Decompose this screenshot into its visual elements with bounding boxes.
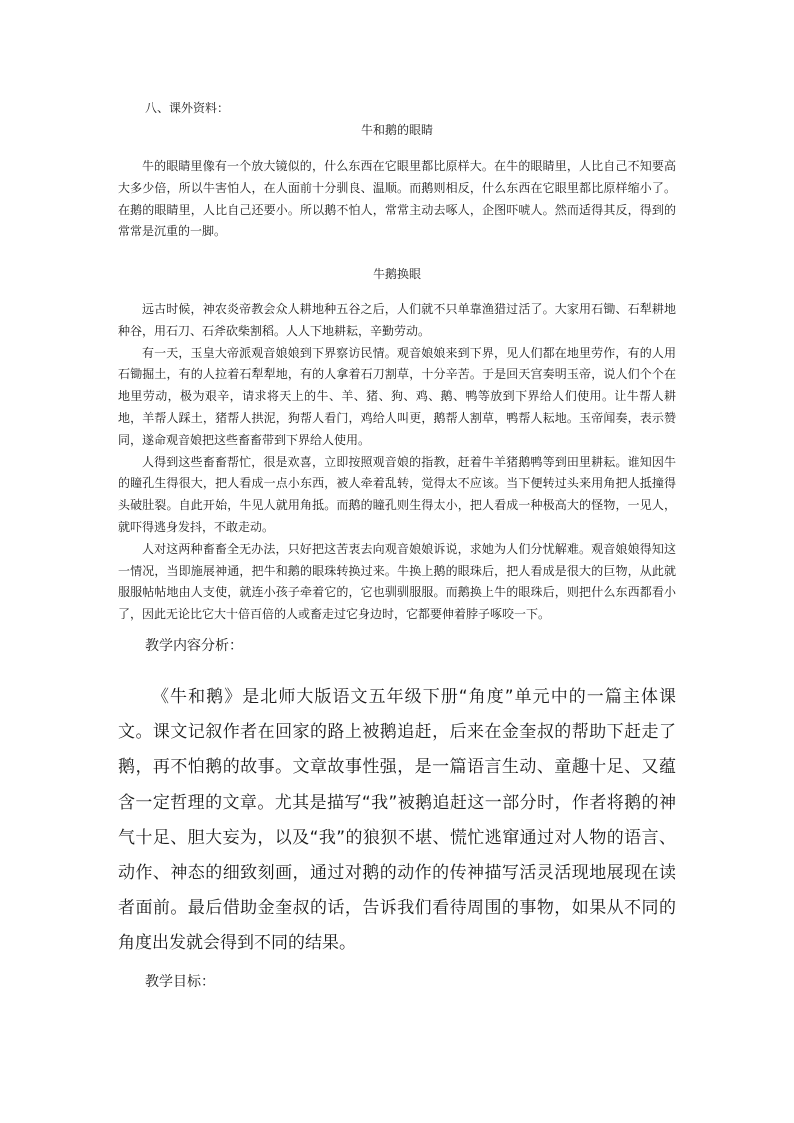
story-paragraph: 人对这两种畜畜全无办法，只好把这苦衷去向观音娘娘诉说，求她为人们分忧解难。观音娘娘得知这一情况，当即施展神通，把牛和鹅的眼珠转换过来。牛换上鹅的眼珠后，把人看成是很大的巨物，从此就服服帖帖地由人支使，就连小孩子牵着它的，它也驯驯服服。而鹅换上牛的眼珠后，则把什么东西都看小了，因此无论比它大十倍百倍的人或畜走过它身边时，它都要伸着脖子啄咬一下。: [118, 541, 676, 622]
story-paragraph: 远古时候，神农炎帝教会众人耕地种五谷之后，人们就不只单靠渔猎过活了。大家用石锄、石犁耕地种谷，用石刀、石斧砍柴割稻。人人下地耕耘，辛勤劳动。: [118, 302, 676, 338]
analysis-paragraph: 《牛和鹅》是北师大版语文五年级下册“角度”单元中的一篇主体课文。课文记叙作者在回家的路上被鹅追赶，后来在金奎叔的帮助下赶走了鹅，再不怕鹅的故事。文章故事性强，是一篇语言生动、童趣十足、又蕴含一定哲理的文章。尤其是描写“我”被鹅追赶这一部分时，作者将鹅的神气十足、胆大妄为，以及“我”的狼狈不堪、慌忙逃窜通过对人物的语言、动作、神态的细致刻画，通过对鹅的动作的传神描写活灵活现地展现在读者面前。最后借助金奎叔的话，告诉我们看待周围的事物，如果从不同的角度出发就会得到不同的结果。: [118, 687, 676, 954]
story-paragraph: 人得到这些畜畜帮忙，很是欢喜，立即按照观音娘的指教，赶着牛羊猪鹅鸭等到田里耕耘。谁知因牛的瞳孔生得很大，把人看成一点小东西，被人牵着乱转，觉得太不应该。当下便转过头来用角把人抵撞得头破肚裂。自此开始，牛见人就用角抵。而鹅的瞳孔则生得太小，把人看成一种极高大的怪物，一见人，就吓得逃身发抖，不敢走动。: [118, 454, 676, 534]
story-paragraph: 牛的眼睛里像有一个放大镜似的，什么东西在它眼里都比原样大。在牛的眼睛里，人比自己不知要高大多少倍，所以牛害怕人，在人面前十分驯良、温顺。而鹅则相反，什么东西在它眼里都比原样缩小了。在鹅的眼睛里，人比自己还要小。所以鹅不怕人，常常主动去啄人，企图吓唬人。然而适得其反，得到的常常是沉重的一脚。: [118, 159, 676, 239]
analysis-body: [118, 680, 676, 962]
story-body-swap: [118, 299, 676, 626]
story-title-swap: 牛鹅换眼: [372, 267, 421, 281]
goals-heading: 教学目标：: [145, 974, 215, 990]
story-title-eyes: 牛和鹅的眼睛: [360, 123, 433, 137]
section-heading: 八、课外资料：: [145, 101, 230, 115]
analysis-heading: 教学内容分析：: [145, 638, 243, 654]
story-body-eyes: [118, 156, 676, 243]
story-paragraph: 有一天，玉皇大帝派观音娘娘到下界察访民情。观音娘娘来到下界，见人们都在地里劳作，有的人用石锄掘土，有的人拉着石犁犁地，有的人拿着石刀割草，十分辛苦。于是回天宫奏明玉帝，说人们个个在地里劳动，极为艰辛，请求将天上的牛、羊、猪、狗、鸡、鹅、鸭等放到下界给人们使用。让牛帮人耕地，羊帮人踩土，猪帮人拱泥，狗帮人看门，鸡给人叫更，鹅帮人割草，鸭帮人耘地。玉帝闻奏，表示赞同，遂命观音娘把这些畜畜带到下界给人使用。: [118, 345, 676, 447]
